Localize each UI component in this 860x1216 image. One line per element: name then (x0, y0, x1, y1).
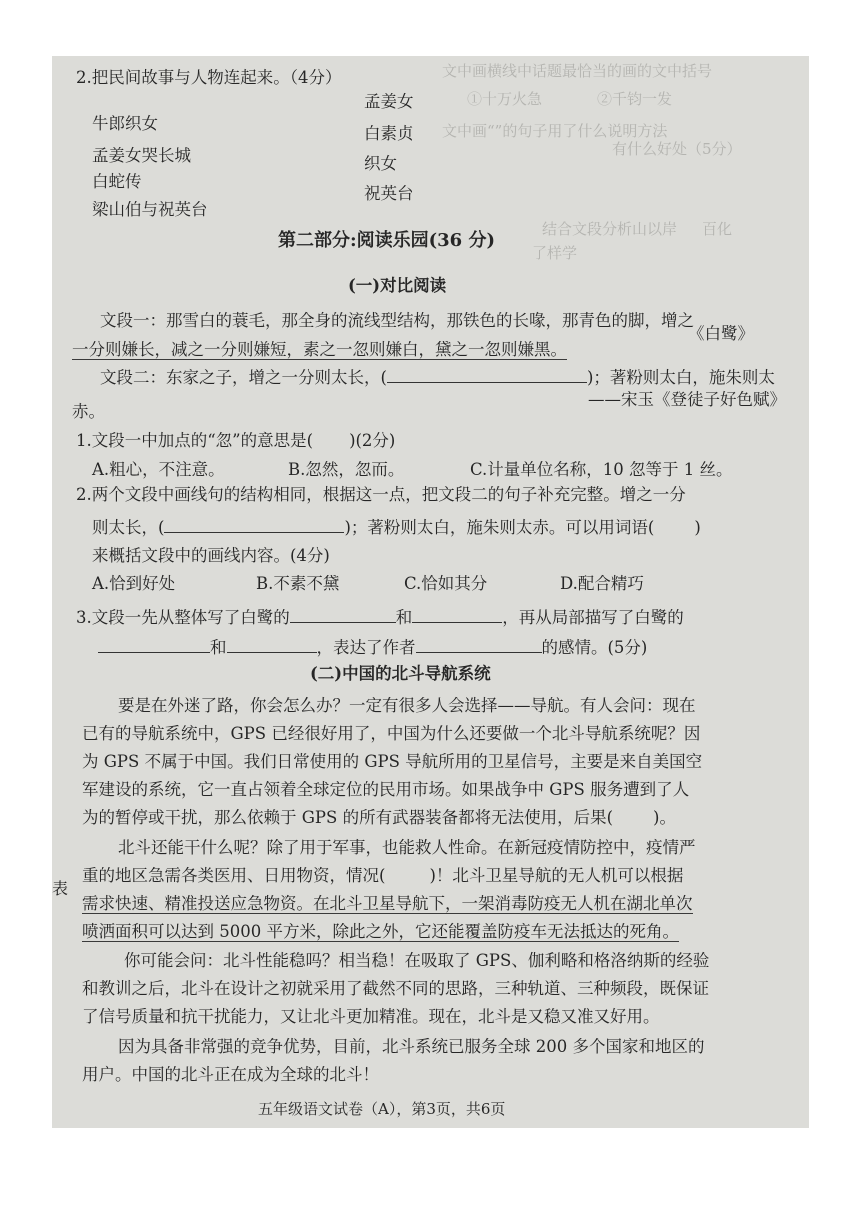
beidou-paragraph-line: 北斗还能干什么呢？除了用于军事，也能救人性命。在新冠疫情防控中，疫情严 (118, 838, 696, 857)
ghost-text: 了样学 (532, 244, 578, 262)
beidou-underlined-line: 喷洒面积可以达到 5000 平方米，除此之外，它还能覆盖防疫车无法抵达的死角。 (82, 922, 679, 941)
match-story-item: 孟姜女哭长城 (92, 146, 191, 165)
ghost-text: ②千钧一发 (597, 90, 673, 108)
beidou-text: 为的暂停或干扰，那么依赖于 GPS 的所有武器装备都将无法使用，后果( (82, 808, 614, 827)
question-3-text: 3.文段一先从整体写了白鹭的 (76, 608, 290, 627)
question-1-option: C.计量单位名称，10 忽等于 1 丝。 (470, 460, 733, 479)
beidou-paragraph-line: 用户。中国的北斗正在成为全球的北斗！ (82, 1065, 379, 1084)
section1-title: (一)对比阅读 (348, 276, 447, 295)
ghost-text: 有什么好处（5分） (612, 140, 742, 158)
passage2-text: 文段二：东家之子，增之一分则太长，( (100, 368, 387, 387)
question-2-line: 来概括文段中的画线内容。(4分) (92, 546, 330, 565)
match-story-item: 牛郎织女 (92, 114, 158, 133)
question-2-option: C.恰如其分 (404, 574, 488, 593)
passage1-underlined-line: 一分则嫌长，减之一分则嫌短，素之一忽则嫌白，黛之一忽则嫌黑。 (72, 340, 567, 359)
ghost-text: 百化 (702, 220, 733, 238)
exam-page (52, 56, 809, 1128)
question-3-blank[interactable] (412, 608, 502, 623)
beidou-underlined-line: 需求快速、精准投送应急物资。在北斗卫星导航下，一架消毒防疫无人机在湖北单次 (82, 894, 693, 913)
beidou-paragraph-line: 和教训之后，北斗在设计之初就采用了截然不同的思路，三种轨道、三种频段，既保证 (82, 979, 709, 998)
beidou-text: )！北斗卫星导航的无人机可以根据 (429, 866, 684, 885)
match-question-prompt: 2.把民间故事与人物连起来。（4分） (76, 68, 342, 87)
passage2-source: ——宋玉《登徒子好色赋》 (588, 390, 786, 409)
beidou-paragraph-line: 你可能会问：北斗性能稳吗？相当稳！在吸取了 GPS、伽利略和格洛纳斯的经验 (124, 951, 710, 970)
question-2-line: 2.两个文段中画线句的结构相同，根据这一点，把文段二的句子补充完整。增之一分 (76, 485, 686, 504)
question-2-option: B.不素不黛 (256, 574, 340, 593)
question-2-blank[interactable] (164, 518, 344, 533)
match-character-item: 祝英台 (364, 184, 414, 203)
page-footer: 五年级语文试卷（A），第3页，共6页 (258, 1100, 506, 1118)
passage2-line: 赤。 (72, 402, 105, 421)
beidou-paragraph-line: 军建设的系统，它一直占领着全球定位的民用市场。如果战争中 GPS 服务遭到了人 (82, 780, 690, 799)
beidou-paragraph-line (82, 868, 683, 885)
beidou-paragraph-line (82, 810, 676, 827)
question-1-option: A.粗心，不注意。 (92, 460, 225, 479)
match-character-item: 白素贞 (364, 124, 414, 143)
passage2-line (100, 368, 775, 387)
passage1-line: 文段一：那雪白的蓑毛，那全身的流线型结构，那铁色的长喙，那青色的脚，增之 (100, 311, 694, 330)
part2-title: 第二部分:阅读乐园(36 分) (278, 230, 495, 251)
question-1 (76, 433, 395, 450)
beidou-paragraph-line: 已有的导航系统中，GPS 已经很好用了，中国为什么还要做一个北斗导航系统呢？因 (82, 724, 701, 743)
beidou-text: 重的地区急需各类医用、日用物资，情况( (82, 866, 386, 885)
beidou-paragraph-line: 了信号质量和抗干扰能力，又让北斗更加精准。现在，北斗是又稳又准又好用。 (82, 1007, 660, 1026)
beidou-paragraph-line: 因为具备非常强的竞争优势，目前，北斗系统已服务全球 200 多个国家和地区的 (118, 1037, 705, 1056)
match-story-item: 梁山伯与祝英台 (92, 200, 208, 219)
question-2-option: D.配合精巧 (560, 574, 644, 593)
question-3-text: ，表达了作者 (316, 638, 416, 657)
question-3-text: 和 (210, 638, 227, 657)
ghost-text: 结合文段分析山以岸 (542, 220, 678, 238)
question-3-blank[interactable] (416, 638, 542, 653)
question-3-blank[interactable] (290, 608, 396, 623)
passage2-text: )；著粉则太白，施朱则太 (586, 368, 775, 387)
ghost-text: ①十万火急 (467, 90, 543, 108)
question-3-text: 和 (395, 608, 413, 627)
question-1-option: B.忽然，忽而。 (288, 460, 405, 479)
question-2-option: A.恰到好处 (92, 574, 176, 593)
question-3-line (98, 638, 647, 657)
ghost-text: 文中画横线中话题最恰当的画的文中括号 (442, 62, 713, 80)
question-3-line (76, 608, 684, 627)
passage1-source: 《白鹭》 (688, 324, 754, 343)
beidou-text: )。 (653, 808, 676, 827)
passage2-blank[interactable] (387, 368, 587, 383)
question-2-text: )；著粉则太白，施朱则太赤。可以用词语( (344, 518, 655, 537)
question-3-text: 的感情。(5分) (541, 638, 648, 657)
match-character-item: 织女 (364, 154, 397, 173)
question-2-text: ) (694, 518, 701, 537)
question-1-text: 1.文段一中加点的“忽”的意思是( (76, 431, 314, 450)
beidou-paragraph-line: 要是在外迷了路，你会怎么办？一定有很多人会选择——导航。有人会问：现在 (118, 696, 696, 715)
question-2-line (92, 518, 701, 537)
match-story-item: 白蛇传 (92, 172, 142, 191)
match-character-item: 孟姜女 (364, 92, 414, 111)
question-3-blank[interactable] (227, 638, 317, 653)
beidou-paragraph-line: 为 GPS 不属于中国。我们日常使用的 GPS 导航所用的卫星信号，主要是来自美国空 (82, 752, 703, 771)
section2-title: (二)中国的北斗导航系统 (310, 664, 491, 683)
edge-mark: 表 (52, 879, 69, 898)
question-3-blank[interactable] (98, 638, 210, 653)
question-2-text: 则太长，( (92, 518, 165, 537)
ghost-text: 文中画“”的句子用了什么说明方法 (442, 122, 668, 140)
question-3-text: ，再从局部描写了白鹭的 (502, 608, 684, 627)
question-1-points: )(2分) (349, 431, 396, 450)
